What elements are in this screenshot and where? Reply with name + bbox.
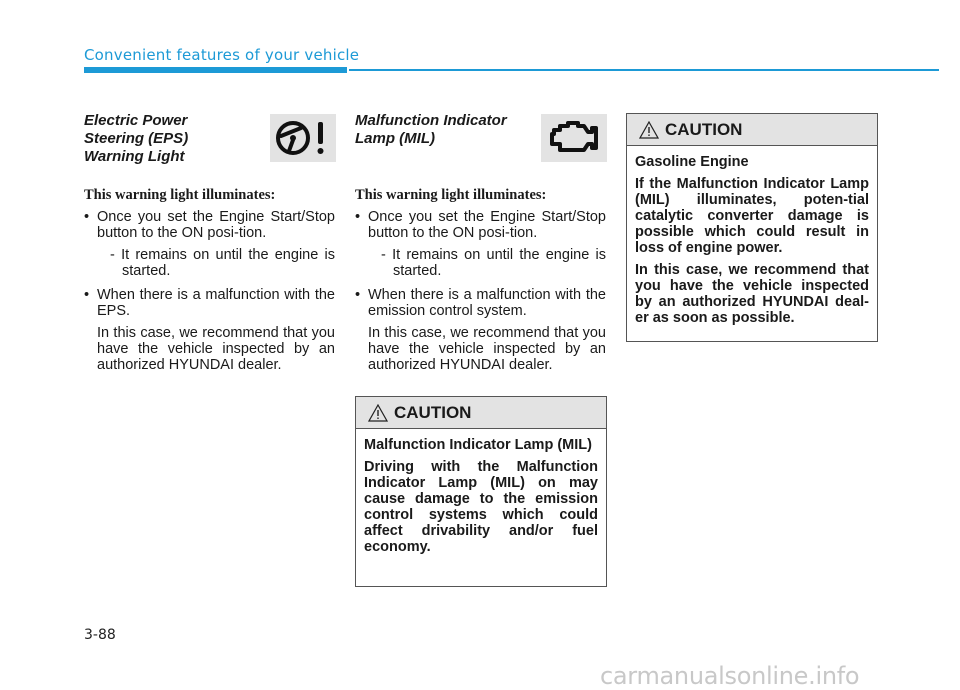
eps-lead: This warning light illuminates: — [84, 187, 276, 203]
mil-lead: This warning light illuminates: — [355, 187, 547, 203]
caution-box-mil — [355, 396, 607, 587]
mil-bullet-1-sub: - It remains on until the engine is started. — [381, 247, 606, 279]
steering-wheel-warning-icon — [270, 114, 336, 162]
caution-box-gasoline — [626, 113, 878, 342]
engine-check-icon — [541, 114, 607, 162]
eps-note: In this case, we recommend that you have the vehicle inspected by an authorized HYUNDAI dealer. — [97, 325, 335, 373]
warning-triangle-icon — [368, 404, 388, 422]
caution-mil-text: Driving with the Malfunction Indicator Lamp (MIL) on may cause damage to the emission control systems which could affect drivability and/or fuel economy. — [364, 459, 598, 555]
eps-bullet-2: • When there is a malfunction with the EPS. — [84, 287, 335, 319]
caution-header — [627, 114, 877, 146]
mil-note: In this case, we recommend that you have the vehicle inspected by an authorized HYUNDAI dealer. — [368, 325, 606, 373]
mil-bullet-2: • When there is a malfunction with the emission control system. — [355, 287, 606, 319]
mil-title: Malfunction Indicator Lamp (MIL) — [355, 112, 507, 147]
warning-triangle-icon — [639, 121, 659, 139]
eps-bullet-1: • Once you set the Engine Start/Stop button to the ON posi-tion. — [84, 209, 335, 241]
caution-mil-subtitle: Malfunction Indicator Lamp (MIL) — [364, 437, 592, 453]
header-rule — [349, 69, 939, 71]
caution-gas-text-1: If the Malfunction Indicator Lamp (MIL) illuminates, poten-tial catalytic converter damage is possible which could result in loss of engine power. — [635, 176, 869, 256]
page-number: 3-88 — [84, 627, 116, 643]
caution-label: CAUTION — [394, 402, 472, 422]
section-header: Convenient features of your vehicle — [84, 46, 360, 64]
eps-body — [84, 209, 335, 373]
caution-header — [356, 397, 606, 429]
header-accent-bar — [84, 67, 347, 73]
mil-bullet-1: • Once you set the Engine Start/Stop button to the ON posi-tion. — [355, 209, 606, 241]
eps-bullet-1-sub: - It remains on until the engine is started. — [110, 247, 335, 279]
caution-label: CAUTION — [665, 119, 743, 139]
watermark: carmanualsonline.info — [600, 662, 860, 690]
mil-body — [355, 209, 606, 373]
caution-gas-text-2: In this case, we recommend that you have the vehicle inspected by an authorized HYUNDAI deal-er as soon as possible. — [635, 262, 869, 326]
eps-title: Electric Power Steering (EPS) Warning Light — [84, 112, 189, 165]
caution-gas-subtitle: Gasoline Engine — [635, 154, 749, 170]
